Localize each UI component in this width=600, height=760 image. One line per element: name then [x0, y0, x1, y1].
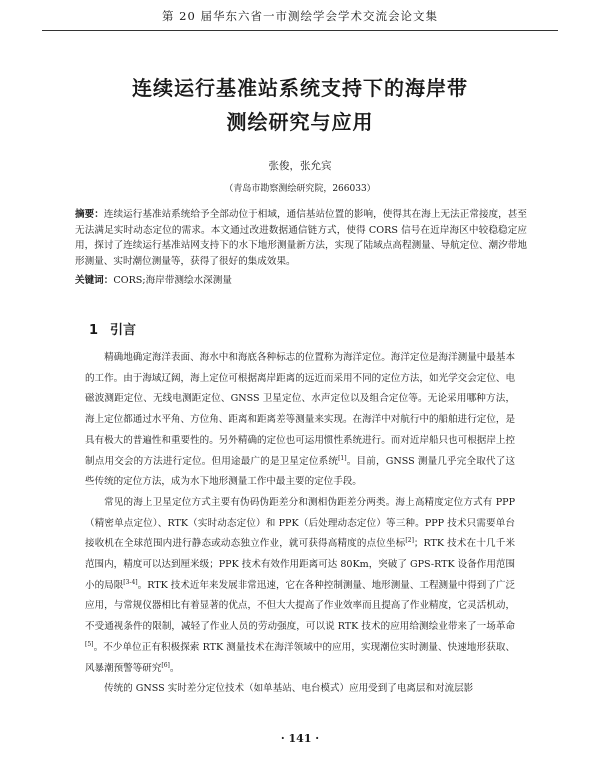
citation-5: [5]	[85, 640, 94, 648]
paragraph-3: 传统的 GNSS 实时差分定位技术（如单基站、电台模式）应用受到了电离层和对流层影	[104, 683, 474, 695]
paragraph-1-tail: 。目前，GNSS 测量几乎完全取代了这些传统的定位方法，成为水下地形测量工作中最主要的定位手段。	[85, 455, 515, 488]
body-text	[85, 348, 515, 700]
citation-2: [2]	[405, 537, 414, 545]
header-divider	[42, 30, 558, 31]
abstract-label: 摘要：	[75, 209, 104, 220]
citation-6: [6]	[161, 661, 170, 669]
authors: 张俊，张允宾	[268, 160, 332, 172]
citation-1: [1]	[338, 454, 347, 462]
citation-3-4: [3-4]	[123, 578, 138, 586]
page-number: · 141 ·	[280, 732, 320, 745]
abstract	[75, 207, 527, 269]
paragraph-2-text-a: 常见的海上卫星定位方式主要有伪码伪距差分和测相伪距差分两类。海上高精度定位方式有 PPP（精密单点定位）、RTK（实时动态定位）和 PPK（后处理动态定位）等三种。PPP 技术只需要单台接收机在全球范围内进行静态或动态独立作业，就可获得高精度的点位坐标	[85, 496, 515, 550]
paragraph-2-text-c: 。RTK 技术近年来发展非常迅速，它在各种控制测量、地形测量、工程测量中得到了广泛应用，与常规仪器相比有着显著的优点，不但大大提高了作业效率而且提高了作业精度，它灵活机动，不受通视条件的限制，减轻了作业人员的劳动强度，可以说 RTK 技术的应用给测绘业带来了一场革命	[85, 579, 516, 633]
article-title-line2: 测绘研究与应用	[226, 110, 374, 134]
affiliation: （青岛市勘察测绘研究院，266033）	[224, 184, 376, 194]
paragraph-2-text-d: 。不少单位正有积极探索 RTK 测量技术在海洋领域中的应用，实现潮位实时测量、快速地形获取、风暴潮预警等研究	[85, 641, 515, 674]
abstract-text: 连续运行基准站系统给予全部动位于相域，通信基站位置的影响，使得其在海上无法正常接度，甚至无法满足实时动态定位的需求。本文通过改进数据通信链方式，使得 CORS 信号在近岸海区中较稳稳定应用，探讨了连续运行基准站网支持下的水下地形测量新方法，实现了陆域点高程测量、导航定位、潮汐带地形测量、实时潮位测量等，获得了很好的集成效果。	[75, 209, 528, 267]
paragraph-1-text: 精确地确定海洋表面、海水中和海底各种标志的位置称为海洋定位。海洋定位是海洋测量中最基本的工作。由于海域辽阔，海上定位可根据离岸距离的远近而采用不同的定位方法，如光学交会定位、电磁波测距定位、无线电测距定位、GNSS 卫星定位、水声定位以及组合定位等。无论采用哪种方法，海上定位都通过水平角、方位角、距离和距离差等测量来实现。在海洋中对航行中的船舶进行定位，是具有极大的普遍性和重要性的。另外精确的定位也可运用惯性系统进行。而对近岸船只也可根据岸上控制点用交会的方法进行定位。但用途最广的是卫星定位系统	[85, 352, 515, 467]
section-title: 引言	[110, 323, 137, 338]
article-title-line1: 连续运行基准站系统支持下的海岸带	[132, 76, 468, 100]
paragraph-2-text-e: 。	[169, 662, 180, 674]
section-number: 1	[89, 323, 99, 338]
section-heading	[89, 319, 136, 338]
paragraph-2	[85, 493, 515, 679]
paragraph-1	[85, 348, 515, 493]
paragraph-2-text-b: ；RTK 技术在十几千米范围内，精度可以达到厘米级；PPK 技术有效作用距离可达 80Km，突破了 GPS-RTK 设备作用范围小的局限	[85, 538, 515, 591]
running-header: 第 20 届华东六省一市测绘学会学术交流会论文集	[162, 9, 438, 23]
keywords	[75, 272, 527, 286]
keywords-label: 关键词：	[75, 275, 114, 286]
keywords-text: CORS;海岸带测绘水深测量	[113, 275, 232, 286]
